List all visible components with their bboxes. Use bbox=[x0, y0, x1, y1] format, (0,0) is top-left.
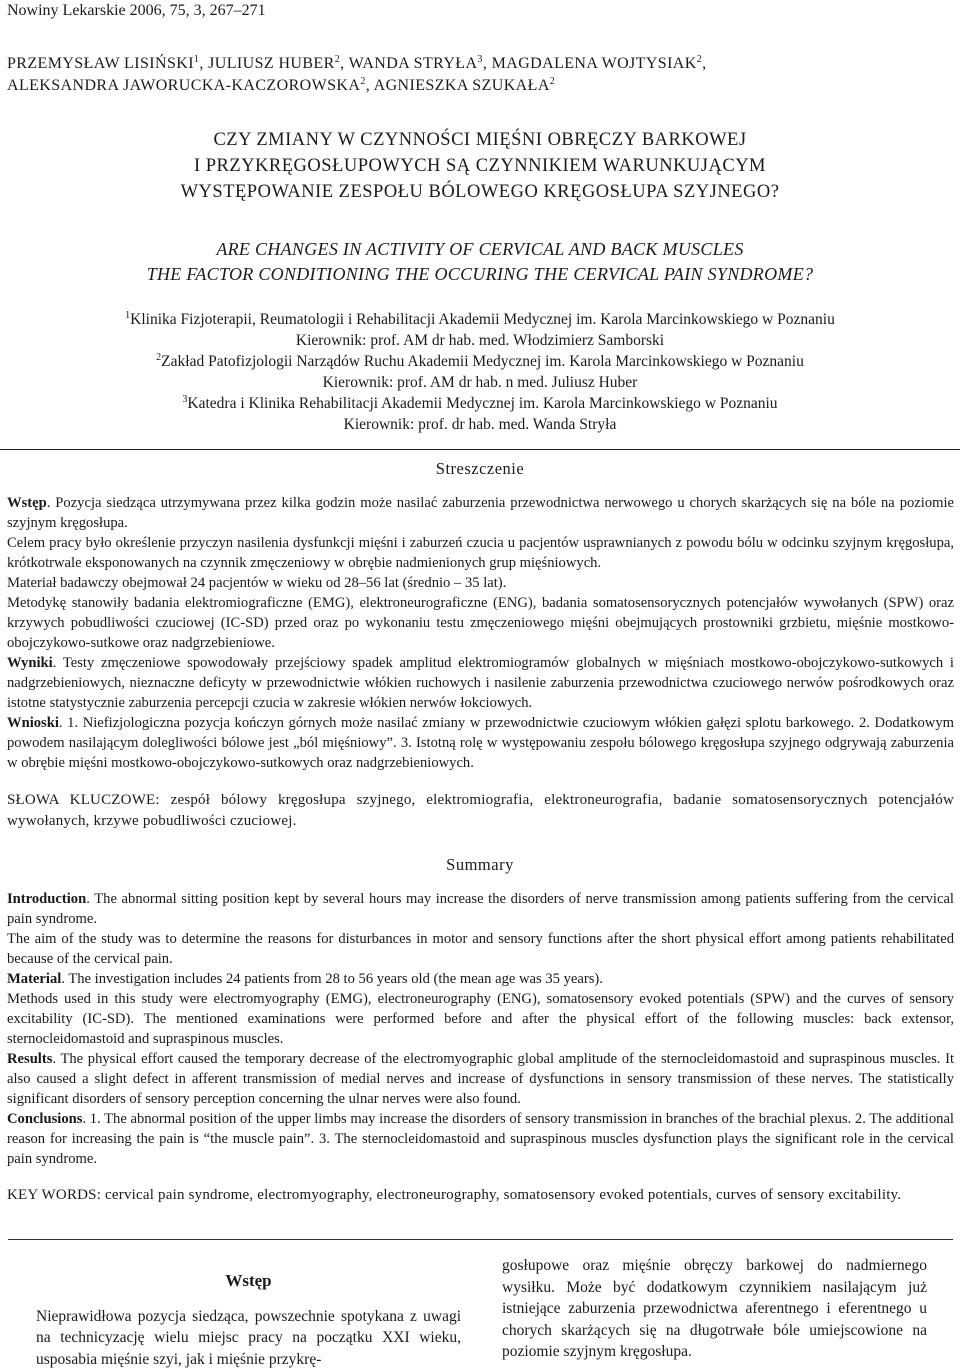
streszczenie-heading: Streszczenie bbox=[435, 459, 525, 478]
affiliation-head: Kierownik: prof. dr hab. med. Wanda Stryła bbox=[343, 416, 617, 433]
title-english bbox=[0, 237, 960, 287]
title-line: ARE CHANGES IN ACTIVITY OF CERVICAL AND BACK MUSCLES bbox=[216, 239, 744, 259]
abstract-paragraph: Results. The physical effort caused the temporary decrease of the electromyographic global amplitude of the sternocleidomastoid and supraspinous muscles. It also caused a slight defect in afferent transmission of medial nerves and increase of dysfunctions in sensory transmission of these nerves. The statistically significant disorders of sensory perception concerning the ulnar nerves were also found. bbox=[7, 1051, 954, 1107]
abstract-paragraph: Introduction. The abnormal sitting position kept by several hours may increase the disorders of nerve transmission among patients suffering from the cervical pain syndrome. bbox=[7, 891, 954, 927]
author-affiliation-mark: 2 bbox=[696, 54, 703, 65]
affiliation: $^3$Katedra i Klinika Rehabilitacji Akademii Medycznej im. Karola Marcinkowskiego w Poznaniu bbox=[182, 394, 778, 412]
author-name: JULIUSZ HUBER bbox=[208, 55, 335, 72]
author-name: WANDA STRYŁA bbox=[348, 55, 478, 72]
title-polish bbox=[0, 127, 960, 205]
summary-body bbox=[7, 889, 954, 1169]
author-affiliation-mark: 2 bbox=[360, 76, 366, 87]
body-paragraph: Nieprawidłowa pozycja siedząca, powszechnie spotykana z uwagi na technicyzację wielu miejsc pracy na początku XXI wieku, usposabia mięśnie szyi, jak i mięśnie przykrę- bbox=[36, 1307, 461, 1368]
affiliation-head: Kierownik: prof. AM dr hab. med. Włodzimierz Samborski bbox=[295, 332, 665, 349]
author-affiliation-mark: 2 bbox=[549, 76, 556, 87]
header-divider bbox=[0, 449, 960, 450]
title-line: THE FACTOR CONDITIONING THE OCCURING THE CERVICAL PAIN SYNDROME? bbox=[146, 264, 814, 284]
title-line: CZY ZMIANY W CZYNNOŚCI MIĘŚNI OBRĘCZY BARKOWEJ bbox=[213, 130, 747, 150]
author-name: ALEKSANDRA JAWORUCKA-KACZOROWSKA bbox=[7, 77, 361, 94]
keywords-english: KEY WORDS: cervical pain syndrome, electromyography, electroneurography, somatosensory evoked potentials, curves of sensory excitability. bbox=[7, 1187, 902, 1203]
section-heading-wstep: Wstęp bbox=[225, 1271, 272, 1290]
author-name: PRZEMYSŁAW LISIŃSKI bbox=[7, 55, 194, 72]
abstract-paragraph: Methods used in this study were electromyography (EMG), electroneurography (ENG), somatosensory evoked potentials (SPW) and the curves of sensory excitability (IC-SD). The mentioned examinations were performed before and after the physical effort of the following muscles: back extensor, sternocleidomastoid and supraspinous muscles. bbox=[7, 991, 954, 1047]
streszczenie-body bbox=[7, 493, 954, 773]
affiliation-head: Kierownik: prof. AM dr hab. n med. Juliusz Huber bbox=[322, 374, 638, 391]
abstract-paragraph: Wnioski. 1. Niefizjologiczna pozycja kończyn górnych może nasilać zmiany w przewodnictwie czuciowym włókien gałęzi splotu barkowego. 2. Dodatkowym powodem nasilającym dolegliwości bólowe jest „ból mięśniowy”. 3. Istotną rolę w występowaniu zespołu bólowego kręgosłupa szyjnego odgrywają zaburzenia w obrębie mięśni mostkowo-obojczykowo-sutkowych oraz nadgrzebieniowych. bbox=[7, 715, 954, 771]
abstract-paragraph: Wstęp. Pozycja siedząca utrzymywana przez kilka godzin może nasilać zaburzenia przewodnictwa nerwowego u chorych skarżących się na bóle na poziomie szyjnym kręgosłupa. bbox=[7, 495, 954, 531]
affiliation: $^2$Zakład Patofizjologii Narządów Ruchu Akademii Medycznej im. Karola Marcinkowskiego w Poznaniu bbox=[156, 352, 804, 370]
author-affiliation-mark: 3 bbox=[477, 54, 483, 65]
author-affiliation-mark: 1 bbox=[193, 54, 200, 65]
affiliation: $^1$Klinika Fizjoterapii, Reumatologii i Rehabilitacji Akademii Medycznej im. Karola Marcinkowskiego w Poznaniu bbox=[125, 310, 835, 328]
summary-heading: Summary bbox=[446, 855, 514, 874]
body-divider bbox=[8, 1239, 953, 1240]
affiliation-list bbox=[0, 309, 960, 435]
abstract-paragraph: The aim of the study was to determine the reasons for disturbances in motor and sensory functions after the short physical effort among patients rehabilitated because of the cervical pain. bbox=[7, 931, 954, 967]
body-column-right bbox=[502, 1255, 927, 1363]
abstract-paragraph: Wyniki. Testy zmęczeniowe spowodowały przejściowy spadek amplitud elektromiogramów globalnych w mięśniach mostkowo-obojczykowo-sutkowych i nadgrzebieniowych, nieznaczne deficyty w przewodnictwie włókien ruchowych i nasilenie zaburzenia przewodnictwa czuciowego nerwów pośrodkowych oraz istotne statystycznie zaburzenia percepcji czucia w zakresie włókien nerwów łokciowych. bbox=[7, 655, 954, 711]
abstract-paragraph: Metodykę stanowiły badania elektromiograficzne (EMG), elektroneurograficzne (ENG), badania somatosensorycznych potencjałów wywołanych (SPW) oraz krzywych pobudliwości czuciowej (IC-SD) przed oraz po wykonaniu testu zmęczeniowego mięśni obejmujących prostowniki grzbietu, mięśnie mostkowo-obojczykowo-sutkowe oraz nadgrzebieniowe. bbox=[7, 595, 954, 651]
title-line: WYSTĘPOWANIE ZESPOŁU BÓLOWEGO KRĘGOSŁUPA SZYJNEGO? bbox=[180, 182, 780, 202]
body-paragraph: gosłupowe oraz mięśnie obręczy barkowej do nadmiernego wysiłku. Może być dodatkowym czynnikiem nasilającym już istniejące zaburzenia przewodnictwa aferentnego i eferentnego u chorych skarżących się na długotrwałe bóle umiejscowione na poziomie szyjnym kręgosłupa. bbox=[502, 1257, 927, 1360]
abstract-paragraph: Conclusions. 1. The abnormal position of the upper limbs may increase the disorders of sensory transmission in branches of the brachial plexus. 2. The additional reason for increasing the pain is “the muscle pain”. 3. The sternocleidomastoid and supraspinous muscles dysfunction plays the significant role in the cervical pain syndrome. bbox=[7, 1111, 954, 1167]
author-name: AGNIESZKA SZUKAŁA bbox=[373, 77, 550, 94]
body-column-left bbox=[36, 1270, 461, 1370]
author-list: PRZEMYSŁAW LISIŃSKI$^1$, JULIUSZ HUBER$^2$, WANDA STRYŁA$^3$, MAGDALENA WOJTYSIAK$^2$, ALEKSANDRA JAWORUCKA-KACZOROWSKA$^2$, AGNIESZKA SZUKAŁA$^2$ bbox=[7, 54, 707, 94]
title-line: I PRZYKRĘGOSŁUPOWYCH SĄ CZYNNIKIEM WARUNKUJĄCYM bbox=[193, 156, 766, 176]
abstract-paragraph: Material. The investigation includes 24 patients from 28 to 56 years old (the mean age was 35 years). bbox=[7, 971, 603, 987]
keywords-polish: SŁOWA KLUCZOWE: zespół bólowy kręgosłupa szyjnego, elektromiografia, elektroneurografia, badanie somatosensorycznych potencjałów wywołanych, krzywe pobudliwości czuciowej. bbox=[7, 792, 954, 829]
author-name: MAGDALENA WOJTYSIAK bbox=[491, 55, 697, 72]
abstract-paragraph: Materiał badawczy obejmował 24 pacjentów w wieku od 28–56 lat (średnio – 35 lat). bbox=[7, 575, 507, 591]
journal-reference: Nowiny Lekarskie 2006, 75, 3, 267–271 bbox=[7, 2, 266, 19]
abstract-paragraph: Celem pracy było określenie przyczyn nasilenia dysfunkcji mięśni i zaburzeń czucia u pacjentów usprawnianych z powodu bólu w odcinku szyjnym kręgosłupa, krótkotrwale eksponowanych na czynnik zmęczeniowy w obrębie nadmienionych grup mięśniowych. bbox=[7, 535, 954, 571]
author-affiliation-mark: 2 bbox=[334, 54, 341, 65]
